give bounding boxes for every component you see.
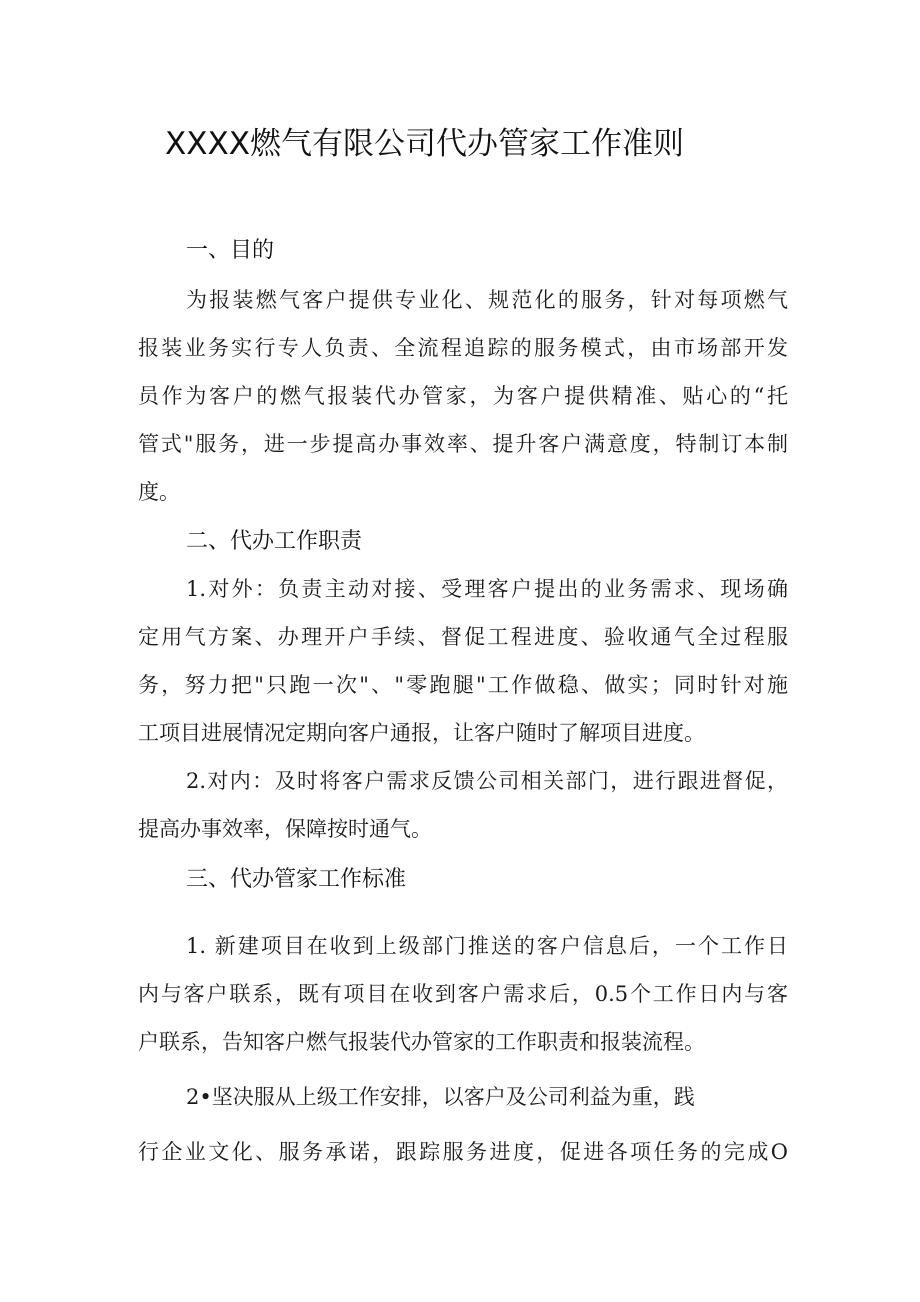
paragraph-line: 内与客户联系，既有项目在收到客户需求后，0.5个工作日内与客: [138, 982, 788, 1006]
section-heading-duties: 二、代办工作职责: [186, 529, 363, 554]
paragraph-line: 行企业文化、服务承诺，跟踪服务进度，促进各项任务的完成O: [138, 1140, 788, 1164]
paragraph-line: 报装业务实行专人负责、全流程追踪的服务模式，由市场部开发: [138, 336, 788, 360]
paragraph-line: 工项目进展情况定期向客户通报，让客户随时了解项目进度。: [138, 721, 705, 745]
paragraph-line: 2.对内：及时将客户需求反馈公司相关部门，进行跟进督促，: [186, 769, 788, 793]
paragraph-line: 1. 新建项目在收到上级部门推送的客户信息后，一个工作日: [186, 934, 788, 958]
paragraph-line: 管式"服务，进一步提高办事效率、提升客户满意度，特制订本制: [138, 432, 788, 456]
paragraph-line: 定用气方案、办理开户手续、督促工程进度、验收通气全过程服: [138, 625, 788, 649]
paragraph-line: 务，努力把"只跑一次"、"零跑腿"工作做稳、做实；同时针对施: [138, 673, 788, 697]
paragraph-line: 2•坚决服从上级工作安排，以客户及公司利益为重，践: [186, 1085, 695, 1109]
section-heading-standards: 三、代办管家工作标准: [186, 867, 407, 892]
paragraph-line: 1.对外：负责主动对接、受理客户提出的业务需求、现场确: [186, 577, 788, 601]
section-heading-purpose: 一、目的: [186, 238, 275, 263]
paragraph-line: 度。: [138, 480, 180, 504]
paragraph-line: 为报装燃气客户提供专业化、规范化的服务，针对每项燃气: [186, 288, 788, 312]
document-title: XXXX燃气有限公司代办管家工作准则: [165, 126, 684, 162]
paragraph-line: 户联系，告知客户燃气报装代办管家的工作职责和报装流程。: [138, 1030, 705, 1054]
paragraph-line: 员作为客户的燃气报装代办管家，为客户提供精准、贴心的“托: [138, 384, 788, 408]
paragraph-line: 提高办事效率，保障按时通气。: [138, 817, 432, 841]
